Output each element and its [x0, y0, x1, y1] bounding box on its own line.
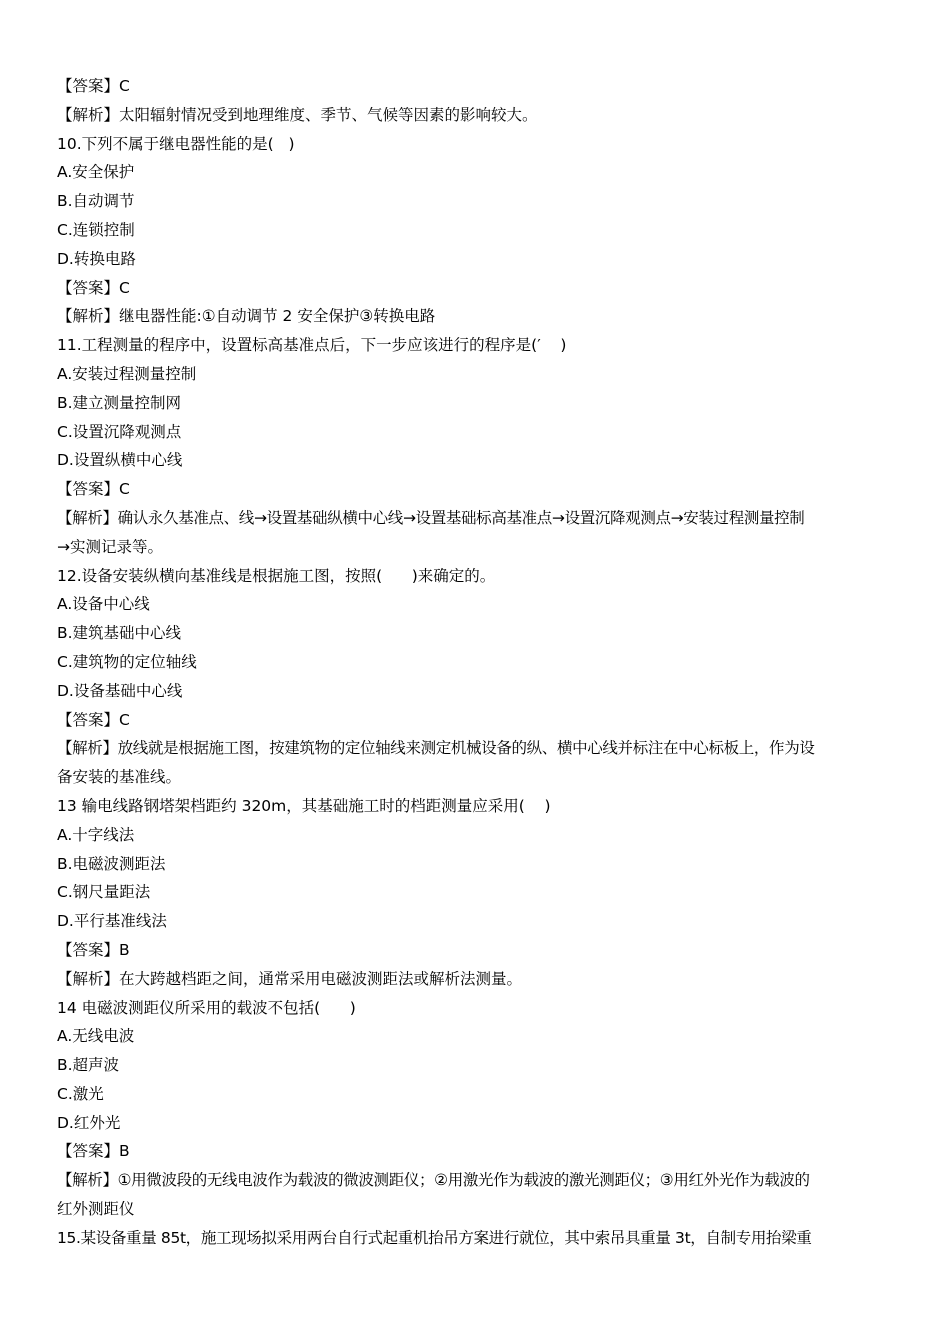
- explanation-line: 【解析】太阳辐射情况受到地理维度、季节、气候等因素的影响较大。: [57, 105, 538, 124]
- option-a: A.十字线法: [57, 825, 135, 844]
- option-b: B.建立测量控制网: [57, 393, 182, 412]
- option-a: A.安装过程测量控制: [57, 364, 197, 383]
- explanation-line-continued: 备安装的基准线。: [57, 768, 182, 787]
- option-a: A.无线电波: [57, 1027, 135, 1046]
- document-page: [57, 72, 899, 1253]
- option-c: C.钢尺量距法: [57, 883, 151, 902]
- question-13: 13 输电线路钢塔架档距约 320m，其基础施工时的档距测量应采用( ): [57, 796, 551, 815]
- answer-line: 【答案】B: [57, 1142, 130, 1161]
- question-10: 10.下列不属于继电器性能的是( ): [57, 134, 295, 153]
- explanation-line: 【解析】①用微波段的无线电波作为载波的微波测距仪；②用激光作为载波的激光测距仪；③用红外光作为载波的: [57, 1171, 810, 1190]
- option-a: A.安全保护: [57, 163, 135, 182]
- explanation-line: 【解析】确认永久基准点、线→设置基础纵横中心线→设置基础标高基准点→设置沉降观测点→安装过程测量控制: [57, 508, 805, 527]
- option-d: D.红外光: [57, 1113, 121, 1132]
- option-d: D.平行基准线法: [57, 912, 167, 931]
- answer-line: 【答案】C: [57, 480, 130, 499]
- option-a: A.设备中心线: [57, 595, 150, 614]
- option-c: C.激光: [57, 1084, 104, 1103]
- option-c: C.设置沉降观测点: [57, 422, 182, 441]
- option-d: D.设备基础中心线: [57, 681, 183, 700]
- question-15: 15.某设备重量 85t，施工现场拟采用两台自行式起重机抬吊方案进行就位，其中索吊具重量 3t，自制专用抬梁重: [57, 1228, 812, 1247]
- question-14: 14 电磁波测距仪所采用的载波不包括( ): [57, 998, 356, 1017]
- answer-line: 【答案】C: [57, 278, 130, 297]
- option-b: B.自动调节: [57, 192, 135, 211]
- option-b: B.超声波: [57, 1056, 120, 1075]
- option-c: C.连锁控制: [57, 220, 135, 239]
- explanation-line: 【解析】在大跨越档距之间，通常采用电磁波测距法或解析法测量。: [57, 969, 523, 988]
- option-d: D.转换电路: [57, 249, 136, 268]
- explanation-line-continued: →实测记录等。: [57, 537, 163, 556]
- answer-line: 【答案】C: [57, 710, 130, 729]
- answer-line: 【答案】B: [57, 940, 130, 959]
- option-d: D.设置纵横中心线: [57, 451, 183, 470]
- explanation-line: 【解析】继电器性能:①自动调节 2 安全保护③转换电路: [57, 307, 436, 326]
- option-b: B.电磁波测距法: [57, 854, 166, 873]
- question-11: 11.工程测量的程序中，设置标高基准点后，下一步应该进行的程序是(′ ): [57, 336, 567, 355]
- answer-line: 【答案】C: [57, 77, 130, 95]
- option-b: B.建筑基础中心线: [57, 624, 182, 643]
- explanation-line: 【解析】放线就是根据施工图，按建筑物的定位轴线来测定机械设备的纵、横中心线并标注在中心标板上，作为设: [57, 739, 815, 758]
- option-c: C.建筑物的定位轴线: [57, 652, 197, 671]
- explanation-line-continued: 红外测距仪: [57, 1200, 135, 1219]
- question-12: 12.设备安装纵横向基准线是根据施工图，按照( )来确定的。: [57, 566, 496, 585]
